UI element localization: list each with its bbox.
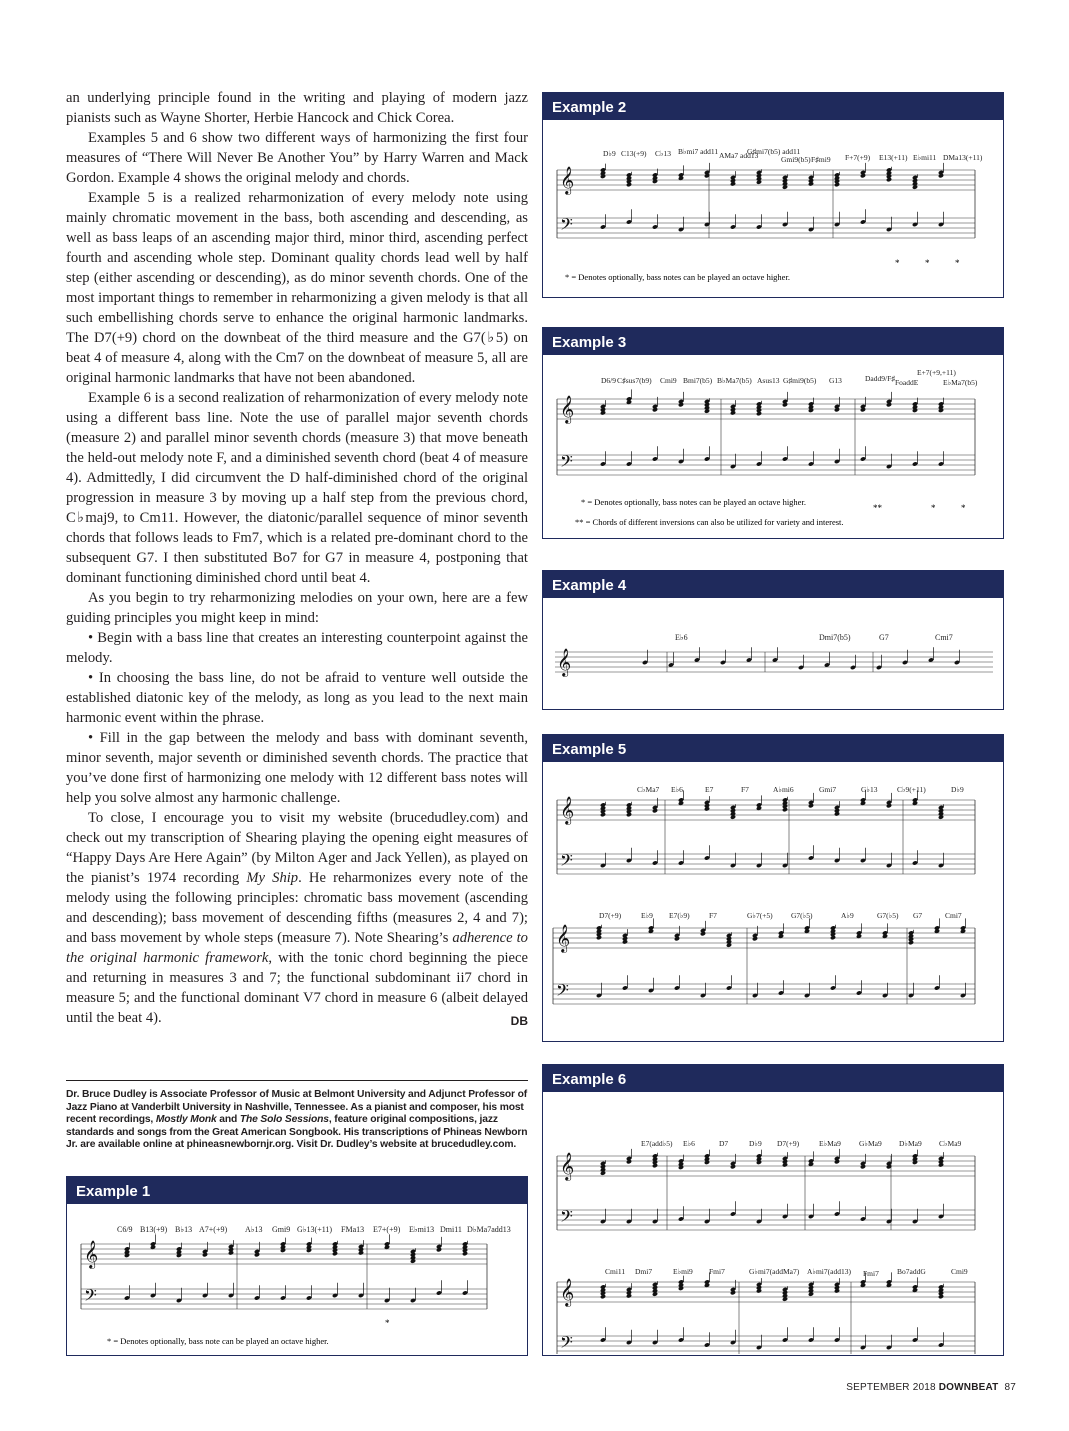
example-1-box	[66, 1176, 528, 1356]
grand-staff	[557, 1272, 975, 1354]
closing-text: . He reharmonizes every note of the melody using the following principles: chromatic bass movement (ascending and descending); bass movement of descending fifths (measures 2, 4 and 7); and bass movement by whole steps (measure 7). Note Shearing’s	[66, 870, 528, 946]
chord-symbol: C♭Ma9	[939, 1139, 962, 1148]
chord-symbol: FoaddE	[895, 378, 919, 387]
example-title: Example 5	[543, 735, 1003, 762]
music-notation	[543, 762, 1002, 1040]
article-paragraph: Example 6 is a second realization of reharmonization of every melody note using a different bass line. Note the use of parallel major seventh chords (measure 2) and parallel minor seventh chords (measure 3) that move beneath the held-out melody note F, and a diminished seventh chord (beat 4 of measure 4). Admittedly, I did circumvent the D half-diminished chord of the original progression in measure 3 by moving up a half step from the previous chord, C♭maj9, to Cm11. However, the diatonic/parallel sequence of minor seventh chords that follows leads to Fm7, which is a related pre-dominant chord to the subsequent G7. I then substituted Bo7 for G7 in measure 4, postponing that dominant functioning diminished chord until beat 4.	[66, 390, 528, 586]
svg-text:𝄞: 𝄞	[560, 395, 575, 423]
chord-symbol: G♭mi7(addMa7)	[749, 1267, 800, 1276]
svg-text:𝄞: 𝄞	[560, 1152, 575, 1180]
chord-symbol: E♭6	[671, 785, 683, 794]
svg-text:𝄞: 𝄞	[84, 1240, 99, 1268]
chord-symbol: D7(+9)	[777, 1139, 800, 1148]
chord-symbol: Cmi7	[935, 633, 953, 642]
svg-text:𝄢: 𝄢	[560, 1332, 573, 1354]
svg-text:𝄢: 𝄢	[560, 850, 573, 874]
chord-symbol: A♭mi7(add13)	[807, 1267, 851, 1276]
svg-text:𝄞: 𝄞	[557, 648, 572, 676]
chord-symbol: D♭Ma7add13	[467, 1225, 511, 1234]
example-title: Example 6	[543, 1065, 1003, 1092]
chord-symbol: F♯mi9	[811, 155, 831, 164]
bio-text: , feature original compositions, jazz standards and songs from the Great American Songbook. His transcriptions of Phineas Newborn Jr. are available online at phineasnewbornjr.org. Visit Dr. Dudley’s website at brucedudley.com.	[66, 1114, 528, 1151]
chord-symbol: G7(♭5)	[791, 911, 813, 920]
grand-staff	[81, 1234, 487, 1309]
chord-symbol: G♯mi9(b5)	[783, 376, 817, 385]
chord-symbol: E13(+11)	[879, 153, 908, 162]
svg-text:𝄞: 𝄞	[560, 796, 575, 824]
chord-symbol: E♭6	[675, 633, 688, 642]
chord-symbol: G13	[829, 376, 842, 385]
chord-symbol: E7(♭9)	[669, 911, 690, 920]
chord-symbol: E♭Ma9	[819, 1139, 841, 1148]
svg-text:𝄢: 𝄢	[560, 451, 573, 475]
chord-symbol: G♭7(+5)	[747, 911, 773, 920]
magazine-name: DOWNBEAT	[938, 1382, 999, 1393]
example-title: Example 1	[67, 1177, 527, 1204]
article-paragraph: an underlying principle found in the writing and playing of modern jazz pianists such as Wayne Shorter, Herbie Hancock and Chick Corea.	[66, 90, 528, 126]
example-3-box	[542, 327, 1004, 539]
music-notation	[543, 120, 1002, 296]
chord-symbol: G7	[913, 911, 923, 920]
grand-staff	[557, 389, 975, 475]
example-2-box	[542, 92, 1004, 298]
page-number: 87	[1004, 1382, 1016, 1393]
chord-symbol: E♭mi13	[409, 1225, 435, 1234]
chord-symbol: E+7(+9,+11)	[917, 368, 956, 377]
chord-symbol: G7(♭5)	[877, 911, 899, 920]
example-6-box	[542, 1064, 1004, 1356]
chord-symbol: Dmi7(b5)	[819, 633, 851, 642]
footnote: * = Denotes optionally, bass note can be played an octave higher.	[107, 1336, 329, 1346]
chord-symbol: Bmi7(b5)	[683, 376, 713, 385]
grand-staff	[557, 163, 975, 238]
chord-symbol: C♭9(+11)	[897, 785, 926, 794]
chord-symbol: B♭Ma7(b5)	[717, 376, 752, 385]
single-staff	[555, 647, 993, 677]
chord-symbol: Dmi11	[440, 1225, 462, 1234]
svg-text:𝄢: 𝄢	[556, 980, 569, 1004]
chord-symbols	[603, 147, 983, 164]
divider	[66, 1080, 528, 1081]
chord-symbols	[117, 1225, 511, 1234]
footnote: * = Denotes optionally, bass notes can be played an octave higher.	[565, 272, 790, 282]
chord-symbol: C♭Ma7	[637, 785, 660, 794]
svg-text:𝄞: 𝄞	[556, 924, 571, 952]
bullet-item: • Fill in the gap between the melody and bass with dominant seventh, minor seventh, major seventh or diminished seventh chords. The practice that you’ve done first of harmonizing one melody with 12 different bass notes will help you solve almost any harmonic challenge.	[66, 730, 528, 806]
chord-symbol: E♭9	[641, 911, 653, 920]
chord-symbol: G♭13	[861, 785, 878, 794]
chord-symbol: Gmi7	[819, 785, 837, 794]
footnote-marker: *	[961, 503, 966, 513]
article-paragraph: Example 5 is a realized reharmonization of every melody note using mainly chromatic movement in the bass, both ascending and descending, as well as bass leaps of an ascending major third, minor third, ascending perfect fourth and ascending whole step. Dominant quality chords lead well by half step (either ascending or descending), as do minor seventh chords. One of the most important things to remember in reharmonizing a given melody is that all such embellishing chords serve to enhance the original harmonic landmarks. The D7(+9) chord on the downbeat of the third measure and the G7(♭5) on beat 4 of measure 4, along with the Cm7 on the downbeat of measure 5, all are original harmonic landmarks that have not been abandoned.	[66, 190, 528, 386]
footnote-marker: *	[955, 258, 960, 268]
chord-symbol: G7	[879, 633, 889, 642]
closing-text: , with the tonic chord beginning the piece and returning in measures 3 and 7; the functional subdominant ii7 chord in measure 5; and the functional dominant V7 chord in measure 6 (albeit delayed until the beat 4).	[66, 950, 528, 1026]
svg-text:𝄢: 𝄢	[560, 214, 573, 238]
chord-symbol: AMa7 add13	[719, 151, 759, 160]
example-5-box	[542, 734, 1004, 1042]
chord-symbol: E♭mi11	[913, 153, 937, 162]
bio-text: and	[216, 1114, 240, 1126]
chord-symbol: A7+(+9)	[199, 1225, 228, 1234]
album-title: The Solo Sessions	[239, 1114, 329, 1126]
chord-symbol: E♭Ma7(b5)	[943, 378, 978, 387]
chord-symbol: E♭6	[683, 1139, 695, 1148]
bullet-item: • Begin with a bass line that creates an interesting counterpoint against the melody.	[66, 630, 528, 666]
chord-symbol: E7+(+9)	[373, 1225, 401, 1234]
chord-symbol: A♭13	[245, 1225, 263, 1234]
chord-symbol: Dadd9/F♯	[865, 374, 895, 383]
article-paragraph: As you begin to try reharmonizing melodies on your own, here are a few guiding principles you might keep in mind:	[66, 590, 528, 626]
music-notation	[67, 1204, 526, 1354]
footnote: * = Denotes optionally, bass notes can be played an octave higher.	[581, 497, 806, 507]
issue-date: SEPTEMBER 2018	[846, 1382, 936, 1393]
chord-symbol: F+7(+9)	[845, 153, 871, 162]
grand-staff	[557, 1149, 975, 1230]
article-body	[66, 88, 528, 1031]
chord-symbol: Dmi7	[635, 1267, 653, 1276]
footnote: ** = Chords of different inversions can also be utilized for variety and interest.	[575, 517, 844, 527]
chord-symbols	[601, 368, 978, 387]
footnote-marker: *	[895, 258, 900, 268]
svg-text:𝄢: 𝄢	[84, 1285, 97, 1309]
chord-symbol: D♭9	[749, 1139, 762, 1148]
grand-staff	[553, 918, 975, 1004]
album-title: Mostly Monk	[155, 1114, 217, 1126]
chord-symbol: F7	[709, 911, 717, 920]
chord-symbol: D7(+9)	[599, 911, 622, 920]
music-notation	[543, 598, 1002, 708]
chord-symbol: B13(+9)	[140, 1225, 168, 1234]
chord-symbol: D6/9	[601, 376, 616, 385]
chord-symbol: DMa13(+11)	[943, 153, 983, 162]
chord-symbol: Cmi9	[951, 1267, 968, 1276]
svg-text:𝄢: 𝄢	[560, 1206, 573, 1230]
music-notation	[543, 355, 1002, 537]
chord-symbol: D♭Ma9	[899, 1139, 922, 1148]
grand-staff	[557, 790, 975, 874]
article-paragraph: Examples 5 and 6 show two different ways of harmonizing the first four measures of “There Will Never Be Another You” by Harry Warren and Mack Gordon. Example 4 shows the original melody and chords.	[66, 130, 528, 186]
svg-text:𝄞: 𝄞	[560, 1278, 575, 1306]
bio-text: Dr. Bruce Dudley is Associate Professor of Music at Belmont University and Adjunct Professor of Jazz Piano at Vanderbilt University in Nashville, Tennessee. As a pianist and composer, his most recent recordings,	[66, 1089, 528, 1126]
example-4-box	[542, 570, 1004, 710]
chord-symbol: Gmi9(b5)	[781, 155, 811, 164]
footnote-marker: *	[385, 1318, 390, 1328]
chord-symbol: E♭mi9	[673, 1267, 693, 1276]
end-mark: DB	[510, 1014, 528, 1028]
chord-symbol: Cmi11	[605, 1267, 626, 1276]
chord-symbol: Fmi7	[863, 1269, 879, 1278]
chord-symbol: A♭9	[841, 911, 854, 920]
chord-symbol: Cmi7	[945, 911, 962, 920]
chord-symbol: D♭9	[603, 149, 616, 158]
chord-symbol: FMa13	[341, 1225, 365, 1234]
chord-symbol: Cmi9	[660, 376, 677, 385]
emphasis-text: adherence to the original harmonic framework	[66, 930, 528, 966]
author-bio	[66, 1089, 528, 1152]
chord-symbol: B♭13	[175, 1225, 193, 1234]
page-footer	[846, 1382, 1016, 1393]
chord-symbol: G♯mi7(b5) add11	[747, 147, 801, 156]
example-title: Example 2	[543, 93, 1003, 120]
chord-symbol: Gmi9	[272, 1225, 291, 1234]
chord-symbol: G♭13(+11)	[297, 1225, 333, 1234]
bullet-item: • In choosing the bass line, do not be afraid to venture well outside the established diatonic key of the melody, as long as you lead to the next main harmonic event within the phrase.	[66, 670, 528, 726]
album-title: My Ship	[246, 870, 299, 886]
example-title: Example 3	[543, 328, 1003, 355]
chord-symbol: B♭mi7 add11	[678, 147, 719, 156]
chord-symbol: C6/9	[117, 1225, 133, 1234]
footnote-marker: *	[931, 503, 936, 513]
svg-text:𝄞: 𝄞	[560, 166, 575, 194]
footnote-marker: *	[925, 258, 930, 268]
chord-symbol: Bo7addG	[897, 1267, 926, 1276]
closing-text: To close, I encourage you to visit my website (brucedudley.com) and check out my transcription of Shearing playing the opening eight measures of “Happy Days Are Here Again” (by Milton Ager and Jack Yellen), as played on the pianist’s 1974 recording	[66, 810, 528, 886]
footnote-marker: **	[873, 503, 882, 513]
chord-symbol: F7	[741, 785, 749, 794]
closing-paragraph	[66, 808, 528, 1028]
music-notation	[543, 1092, 1002, 1354]
chord-symbol: G♭Ma9	[859, 1139, 882, 1148]
chord-symbol: E7(add♭5)	[641, 1139, 673, 1148]
chord-symbols	[675, 633, 953, 642]
chord-symbol: Asus13	[757, 376, 780, 385]
chord-symbol: D♭9	[951, 785, 964, 794]
chord-symbol: A♭mi6	[773, 785, 794, 794]
chord-symbol: E7	[705, 785, 714, 794]
chord-symbol: C♭13	[655, 149, 672, 158]
chord-symbol: C13(+9)	[621, 149, 647, 158]
chord-symbol: C♯sus7(b9)	[617, 376, 652, 385]
example-title: Example 4	[543, 571, 1003, 598]
chord-symbol: D7	[719, 1139, 729, 1148]
chord-symbol: Fmi7	[709, 1267, 725, 1276]
